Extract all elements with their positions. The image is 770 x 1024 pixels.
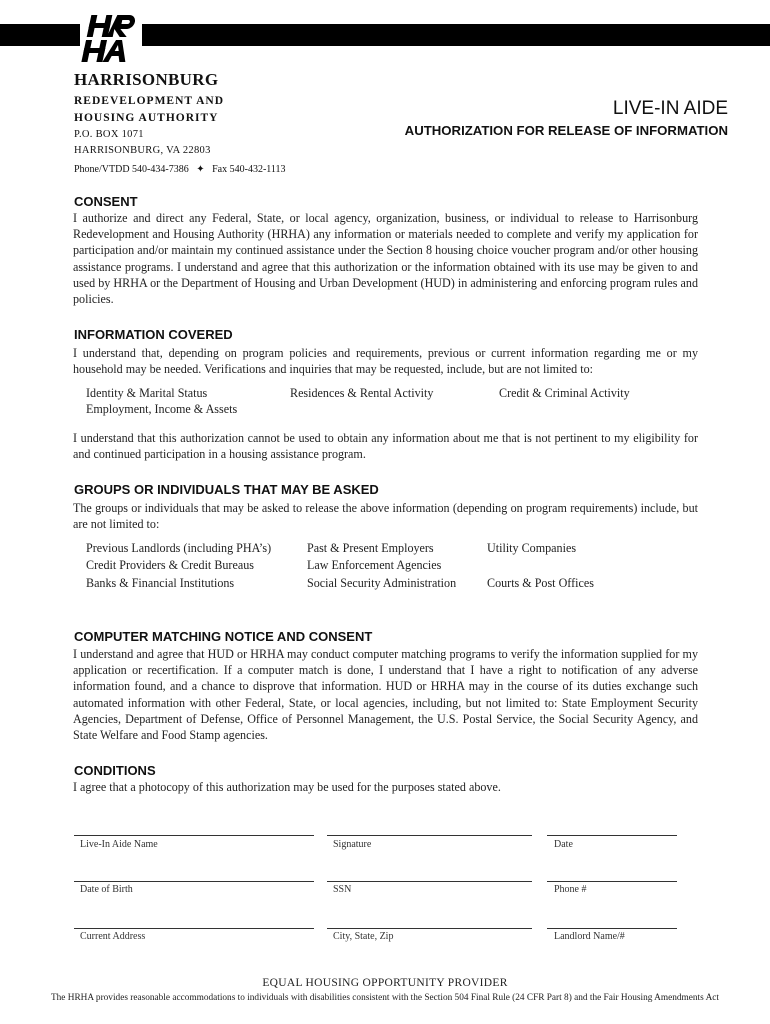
info-covered-note: I understand that this authorization cannot be used to obtain any information about me that is not pertinent to my eligibility for and continued participation in a housing assistance program. — [73, 431, 698, 462]
computer-matching-heading: COMPUTER MATCHING NOTICE AND CONSENT — [74, 629, 373, 644]
landlord-field-line[interactable] — [547, 928, 677, 929]
org-city: HARRISONBURG, VA 22803 — [74, 145, 211, 156]
signature-field-line[interactable] — [327, 835, 532, 836]
phone-field-label: Phone # — [554, 884, 587, 895]
city-field-label: City, State, Zip — [333, 931, 394, 942]
org-name: HARRISONBURG — [74, 70, 219, 89]
consent-heading: CONSENT — [74, 194, 138, 209]
org-line-1: REDEVELOPMENT AND — [74, 95, 225, 107]
dob-field-label: Date of Birth — [80, 884, 133, 895]
info-covered-text: I understand that, depending on program policies and requirements, previous or current information regarding me or my household may be needed. Verifications and inquiries that may be requested, include, but are not limited to: — [73, 346, 698, 377]
group-item: Utility Companies — [487, 541, 577, 555]
address-field-label: Current Address — [80, 931, 146, 942]
signature-field-label: Signature — [333, 839, 372, 850]
info-item: Identity & Marital Status — [86, 386, 208, 400]
phone-number: Phone/VTDD 540-434-7386 — [74, 164, 189, 175]
accommodation-footer: The HRHA provides reasonable accommodations to individuals with disabilities consistent with the Section 504 Final Rule (24 CFR Part 8) and the Fair Housing Amendments Act — [50, 993, 719, 1003]
form-title: LIVE-IN AIDE — [612, 98, 728, 119]
phone-field-line[interactable] — [547, 881, 677, 882]
city-field-line[interactable] — [327, 928, 532, 929]
group-item: Credit Providers & Credit Bureaus — [86, 558, 254, 572]
groups-text: The groups or individuals that may be asked to release the above information (depending on program requirements) include, but are not limited to: — [73, 501, 698, 532]
dob-field-line[interactable] — [74, 881, 314, 882]
form-subtitle: AUTHORIZATION FOR RELEASE OF INFORMATION — [404, 123, 728, 138]
ssn-field-label: SSN — [333, 884, 352, 895]
group-item: Previous Landlords (including PHA’s) — [86, 541, 272, 555]
group-item: Courts & Post Offices — [487, 576, 594, 590]
group-item: Past & Present Employers — [307, 541, 434, 555]
date-field-line[interactable] — [547, 835, 677, 836]
name-field-label: Live-In Aide Name — [80, 839, 158, 850]
po-box: P.O. BOX 1071 — [74, 129, 144, 140]
date-field-label: Date — [554, 839, 573, 850]
groups-heading: GROUPS OR INDIVIDUALS THAT MAY BE ASKED — [74, 482, 379, 497]
hrha-logo — [80, 12, 142, 64]
org-line-2: HOUSING AUTHORITY — [74, 112, 219, 124]
info-item: Credit & Criminal Activity — [499, 386, 630, 400]
name-field-line[interactable] — [74, 835, 314, 836]
equal-housing-notice: EQUAL HOUSING OPPORTUNITY PROVIDER — [262, 977, 508, 989]
separator-icon: ✦ — [196, 164, 205, 175]
landlord-field-label: Landlord Name/# — [554, 931, 625, 942]
ssn-field-line[interactable] — [327, 881, 532, 882]
info-item: Employment, Income & Assets — [86, 402, 238, 416]
conditions-text: I agree that a photocopy of this authorization may be used for the purposes stated above. — [73, 780, 501, 794]
group-item: Law Enforcement Agencies — [307, 558, 442, 572]
info-covered-heading: INFORMATION COVERED — [74, 327, 233, 342]
conditions-heading: CONDITIONS — [74, 763, 156, 778]
computer-matching-text: I understand and agree that HUD or HRHA may conduct computer matching programs to verify the information supplied for my application or recertification. If a computer match is done, I understand that I have a right to notification of any adverse information found, and a chance to disprove that information. HUD or HRHA may in the course of its duties exchange such automated information with other Federal, State, or local agencies, including, but not limited to: State Employment Security Agencies, Department of Defense, Office of Personnel Management, the U.S. Postal Service, the Social Security Agency, and State Welfare and Food Stamp agencies. — [73, 647, 698, 743]
consent-text: I authorize and direct any Federal, State, or local agency, organization, business, or individual to release to Harrisonburg Redevelopment and Housing Authority (HRHA) any information or materials needed to complete and verify my application for participation and/or maintain my continued assistance under the Section 8 housing choice voucher program and/or other housing assistance programs. I understand and agree that this authorization or the information obtained with its use may be given to and used by HRHA or the Department of Housing and Urban Development (HUD) in administering and enforcing program rules and policies. — [73, 211, 698, 307]
address-field-line[interactable] — [74, 928, 314, 929]
info-item: Residences & Rental Activity — [290, 386, 434, 400]
group-item: Banks & Financial Institutions — [86, 576, 235, 590]
group-item: Social Security Administration — [307, 576, 457, 590]
contact-line — [74, 164, 286, 175]
fax-number: Fax 540-432-1113 — [212, 164, 286, 175]
